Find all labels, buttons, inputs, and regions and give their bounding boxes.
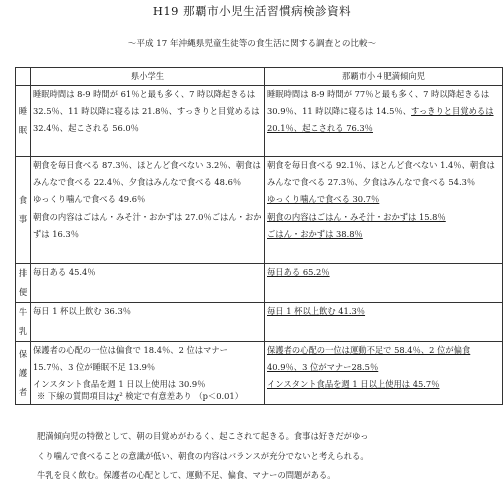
summary-line: 肥満傾向児の特徴として、朝の目覚めがわるく、起こされて起きる。食事は好きだがゆっ — [37, 431, 369, 441]
cell-prefecture-milk: 毎日 1 杯以上飲む 36.3％ — [31, 303, 265, 342]
header-blank — [16, 68, 31, 86]
table-row-bowel — [16, 264, 503, 303]
cell-prefecture-meals: 朝食を毎日食べる 87.3％、ほとんど食べない 3.2％、朝食はみんなで食べる 22.4％、夕食はみんなで食べる 48.6％ ゆっくり噛んで食べる 49.6％ 朝食の内容はごはん・みそ汁・おかずは 27.0％ごはん・おかずは 16.3％ — [31, 157, 265, 264]
category-meals: 食 事 — [16, 157, 31, 264]
table-row-meals — [16, 157, 503, 264]
cell-naha-sleep: 睡眠時間は 8-9 時間が 77％と最も多く、7 時以降起きるは 30.9％、11 時以降に寝るは 14.5％、すっきりと目覚めるは 20.1％、起こされる 76.3％ — [265, 86, 503, 157]
category-bowel: 排 便 — [16, 264, 31, 303]
header-prefecture: 県小学生 — [31, 68, 265, 86]
cell-naha-milk: 毎日 1 杯以上飲む 41.3％ — [265, 303, 503, 342]
significance-note: ※ 下線の質問項目はχ² 検定で有意差あり （p＜0.01） — [37, 391, 243, 401]
category-guardians: 保 護 者 — [16, 342, 31, 405]
cell-prefecture-guardians: 保護者の心配の一位は偏食で 18.4％、2 位はマナー15.7％、3 位が睡眠不足 13.9％ インスタント食品を週 1 日以上使用は 30.9％ — [31, 342, 265, 405]
document-subtitle: ～平成 17 年沖縄県児童生徒等の食生活に関する調査との比較～ — [127, 39, 377, 49]
summary-line: 牛乳を良く飲む。保護者の心配として、運動不足、偏食、マナーの問題がある。 — [37, 470, 336, 480]
table-header-row — [16, 68, 503, 86]
cell-prefecture-bowel: 毎日ある 45.4％ — [31, 264, 265, 303]
comparison-table — [15, 67, 503, 405]
category-milk: 牛 乳 — [16, 303, 31, 342]
header-naha: 那覇市小４肥満傾向児 — [265, 68, 503, 86]
category-sleep: 睡 眠 — [16, 86, 31, 157]
cell-naha-guardians: 保護者の心配の一位は運動不足で 58.4％、2 位が偏食 40.9％、3 位がマナー28.5％ インスタント食品を週 1 日以上使用は 45.7％ — [265, 342, 503, 405]
cell-naha-meals: 朝食を毎日食べる 92.1％、ほとんど食べない 1.4％、朝食はみんなで食べる 27.3％、夕食はみんなで食べる 54.3％ ゆっくり噛んで食べる 30.7％ 朝食の内容はごはん・みそ汁・おかずは 15.8％ ごはん・おかずは 38.8％ — [265, 157, 503, 264]
cell-prefecture-sleep: 睡眠時間は 8-9 時間が 61％と最も多く、7 時以降起きるは 32.5％、11 時以降に寝るは 21.8％、すっきりと目覚めるは 32.4％、起こされる 56.0％ — [31, 86, 265, 157]
table-row-sleep — [16, 86, 503, 157]
document-title: H19 那覇市小児生活習慣病検診資料 — [152, 4, 352, 18]
table-row-milk — [16, 303, 503, 342]
summary-line: くり噛んで食べることの意識が低い、朝食の内容はバランスが充分でないと考えられる。 — [37, 450, 369, 461]
cell-naha-bowel: 毎日ある 65.2％ — [265, 264, 503, 303]
summary-paragraph — [37, 427, 492, 486]
